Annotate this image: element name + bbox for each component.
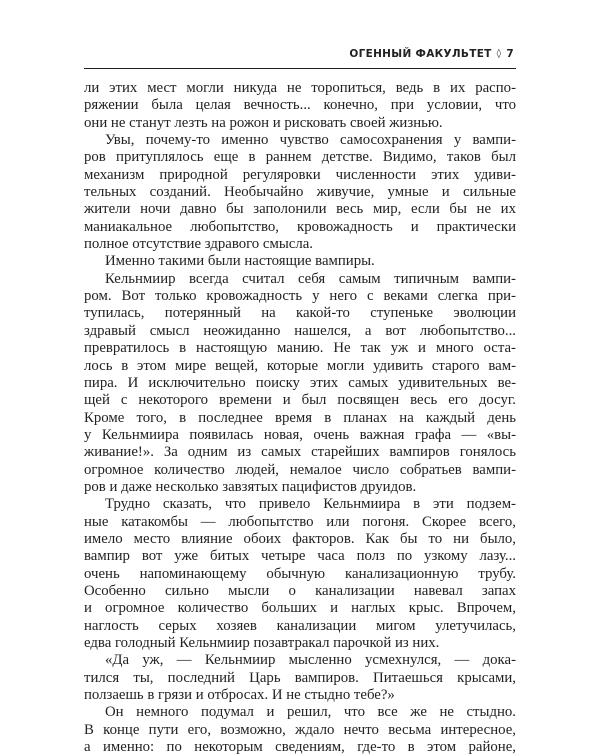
text-line: ные катакомбы — любопытство или погоня. Скорее всего, bbox=[84, 513, 516, 530]
text-line: вампир вот уже битых четыре часа полз по узкому лазу... bbox=[84, 548, 516, 565]
page-number: 7 bbox=[506, 48, 514, 60]
text-line: механизм природной регуляровки численности этих удиви- bbox=[84, 166, 516, 183]
text-line: ползаешь в грязи и отбросах. И не стыдно тебе?» bbox=[84, 687, 395, 704]
text-line: ров и даже несколько завзятых пацифистов друидов. bbox=[84, 478, 417, 495]
text-line: тился ты, последний Царь вампиров. Питаешься крысами, bbox=[84, 669, 516, 686]
text-line: полное отсутствие здравого смысла. bbox=[84, 236, 313, 253]
paragraph bbox=[84, 652, 516, 704]
diamond-separator-icon: ◊ bbox=[496, 48, 502, 59]
text-line: жители ночи давно бы заполонили весь мир, если бы не их bbox=[84, 201, 516, 218]
paragraph bbox=[84, 132, 516, 253]
text-line: Особенно сильно мысли о канализации навевал запах bbox=[84, 582, 516, 599]
text-line: превратилось в настоящую манию. Не так уж и много оста- bbox=[84, 340, 516, 357]
text-line: ром. Вот только кровожадность у него с веками слегка при- bbox=[84, 288, 516, 305]
text-line: «Да уж, — Кельнмиир мысленно усмехнулся, — дока- bbox=[105, 652, 516, 669]
text-line: Трудно сказать, что привело Кельнмиира в эти подзем- bbox=[105, 496, 516, 513]
text-line: живание!». За одним из самых старейших вампиров гонялось bbox=[84, 444, 516, 461]
text-line: здравый смысл неожиданно нашелся, а вот любопытство... bbox=[84, 322, 516, 339]
text-line: едва голодный Кельнмиир позавтракал парочкой из них. bbox=[84, 635, 440, 651]
text-line: Он немного подумал и решил, что все же не стыдно. bbox=[105, 704, 516, 721]
text-line: ряжении была целая вечность... конечно, при условии, что bbox=[84, 97, 516, 114]
text-line: Кельнмиир всегда считал себя самым типичным вампи- bbox=[105, 270, 516, 287]
paragraph bbox=[84, 496, 516, 652]
paragraph bbox=[84, 253, 516, 270]
body-text bbox=[84, 80, 516, 756]
running-head bbox=[349, 48, 514, 60]
text-line: имело место влияние обоих факторов. Как бы то ни было, bbox=[84, 530, 516, 547]
text-line: ли этих мест могли никуда не торопиться, ведь в их распо- bbox=[84, 80, 516, 96]
paragraph bbox=[84, 80, 516, 132]
text-line: щей с некоторого времени и был посвящен весь его досуг. bbox=[84, 392, 516, 409]
paragraph bbox=[84, 271, 516, 496]
text-line: Увы, почему-то именно чувство самосохранения у вампи- bbox=[105, 132, 516, 149]
paragraph bbox=[84, 704, 516, 756]
text-line: огромное количество людей, немалое число собратьев вампи- bbox=[84, 461, 516, 478]
text-line: и огромное количество больших и наглых крыс. Впрочем, bbox=[84, 600, 516, 617]
text-line: наглость серых хозяев канализации мигом улетучилась, bbox=[84, 617, 516, 634]
text-line: ров притуплялось еще в раннем детстве. Видимо, таков был bbox=[84, 149, 516, 166]
running-head-title: ОГЕННЫЙ ФАКУЛЬТЕТ bbox=[349, 48, 492, 60]
text-line: тельных созданий. Необычайно живучие, умные и сильные bbox=[84, 184, 516, 201]
text-line: лось в этом мире вещей, которые могли удивить старого вам- bbox=[84, 357, 516, 374]
text-line: пира. И исключительно поиску этих самых удивительных ве- bbox=[84, 374, 516, 391]
text-line: тупилась, потерянный на какой-то ступеньке эволюции bbox=[84, 305, 516, 322]
text-line: В конце пути его, возможно, ждало нечто весьма интересное, bbox=[84, 721, 516, 738]
text-line: Кроме того, в последнее время в планах на каждый день bbox=[84, 409, 516, 426]
text-line: очень напоминающему обычную канализационную трубу. bbox=[84, 565, 516, 582]
text-line: они не станут лезть на рожон и рисковать своей жизнью. bbox=[84, 114, 443, 131]
text-line: Именно такими были настоящие вампиры. bbox=[105, 253, 375, 270]
text-line: а именно: по некоторым сведениям, где-то в этом районе, bbox=[84, 739, 516, 756]
text-line: маниакальное любопытство, кровожадность и практически bbox=[84, 218, 516, 235]
header-rule bbox=[84, 68, 516, 69]
text-line: у Кельнмиира появилась новая, очень важная графа — «вы- bbox=[84, 426, 516, 443]
